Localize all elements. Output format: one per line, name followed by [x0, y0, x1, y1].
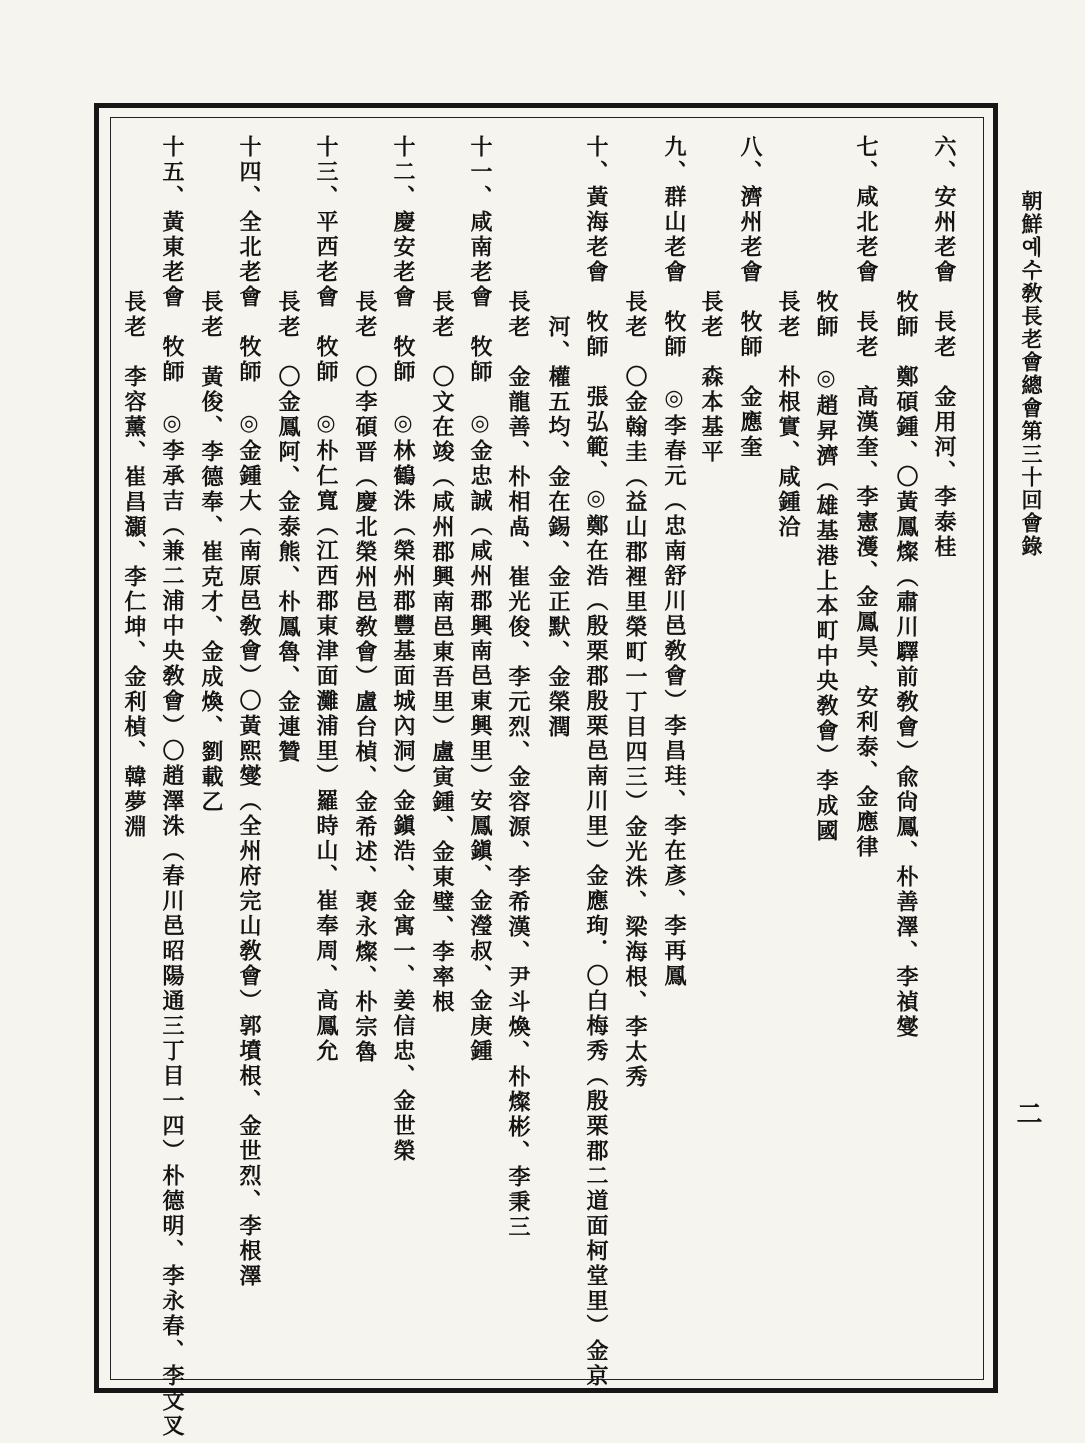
text-column: 十五、黃東老會 牧師 ◎李承吉（兼二浦中央敎會）〇趙澤洙（春川邑昭陽通三丁目一四）朴德明、李永春、李文叉 — [159, 135, 185, 1439]
text-column: 八、濟州老會 牧師 金應奎 — [737, 135, 763, 460]
text-column: 長老 朴根實、咸鍾洽 — [775, 290, 801, 540]
text-column: 長老 黃俊、李德奉、崔克才、金成煥、劉載乙 — [198, 290, 224, 815]
text-column: 河、權五均、金在錫、金正默、金榮潤 — [545, 290, 571, 740]
page-number: 二 — [1012, 1100, 1042, 1126]
text-column: 十、黃海老會 牧師 張弘範、◎鄭在浩（殷栗郡殷栗邑南川里）金應珣．〇白梅秀（殷栗郡二道面柯堂里）金京 — [583, 135, 609, 1389]
text-column: 長老 森本基平 — [698, 290, 724, 465]
text-column: 十四、全北老會 牧師 ◎金鍾大（南原邑敎會）〇黃熙燮（全州府完山敎會）郭墳根、金世烈、李根澤 — [236, 135, 262, 1289]
text-column: 九、群山老會 牧師 ◎李春元（忠南舒川邑敎會）李昌珪、李在彥、李再鳳 — [661, 135, 687, 989]
text-column: 長老 〇李碩晋（慶北榮州邑敎會）盧台楨、金希述、裵永燦、朴宗魯 — [352, 290, 378, 1065]
text-column: 長老 〇金翰圭（益山郡裡里榮町一丁目四三）金光洙、梁海根、李太秀 — [622, 290, 648, 1090]
text-column: 十三、平西老會 牧師 ◎朴仁寬（江西郡東津面灘浦里）羅時山、崔奉周、高鳳允 — [313, 135, 339, 1064]
text-column: 長老 〇金鳳阿、金泰熊、朴鳳魯、金連贊 — [275, 290, 301, 765]
text-column: 牧師 ◎趙昇濟（雄基港上本町中央敎會）李成國 — [813, 290, 839, 844]
text-column: 長老 李容薰、崔昌灝、李仁坤、金利楨、韓夢淵 — [121, 290, 147, 840]
running-title: 朝鮮예수敎長老會總會第三十回會錄 — [1019, 190, 1044, 558]
text-column: 長老 金龍善、朴相卨、崔光俊、李元烈、金容源、李希漢、尹斗煥、朴燦彬、李秉三 — [505, 290, 531, 1240]
text-column: 牧師 鄭碩鍾、〇黃鳳燦（肅川驛前敎會）兪尙鳳、朴善澤、李禎燮 — [893, 290, 919, 1040]
text-column: 十一、咸南老會 牧師 ◎金忠誠（咸州郡興南邑東興里）安鳳鎭、金瀅叔、金庚鍾 — [467, 135, 493, 1064]
text-column: 七、咸北老會 長老 高漢奎、李憲濩、金鳳昊、安利泰、金應律 — [853, 135, 879, 860]
text-column: 長老 〇文在竣（咸州郡興南邑東吾里）盧寅鍾、金東璧、李率根 — [429, 290, 455, 1015]
text-column: 十二、慶安老會 牧師 ◎林鶴洙（榮州郡豐基面城內洞）金鎭浩、金寓一、姜信忠、金世榮 — [390, 135, 416, 1164]
text-column: 六、安州老會 長老 金用河、李泰桂 — [931, 135, 957, 560]
